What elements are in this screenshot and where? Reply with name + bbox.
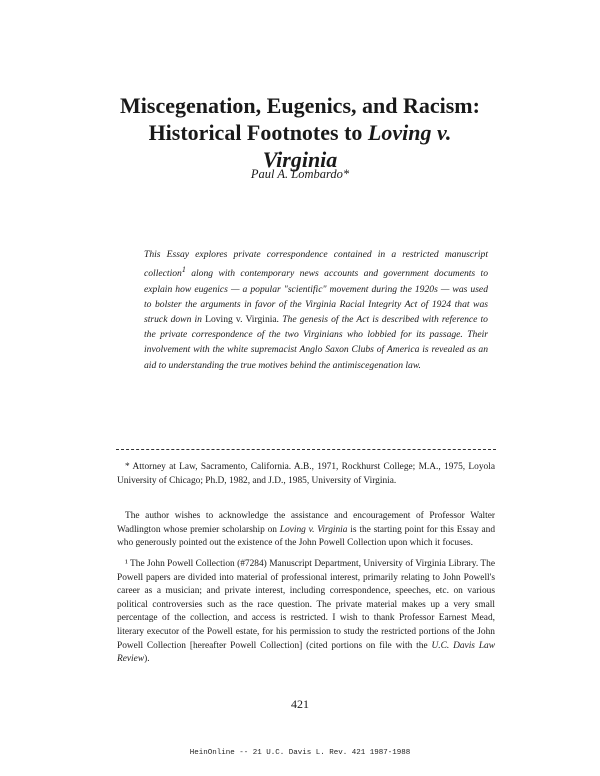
title-line-3: Virginia: [262, 147, 338, 172]
fn1-text-2: ).: [144, 654, 150, 665]
abstract-text-1: This Essay explores private correspondence contained in a restricted manuscript collection: [144, 249, 488, 280]
abstract-text-2: along with contemporary news accounts and government documents to explain how eugenics — a popular "scientific" movement during the 1920s — was used to bolster the arguments in favor of the Virginia Racial Integrity Act of 1924 that was struck down in: [144, 268, 488, 325]
title-line-2: Historical Footnotes to: [148, 120, 368, 145]
title-italic-case: Loving v.: [367, 120, 452, 145]
ack-text-2: is the starting point for this Essay and who generously pointed out the existence of the John Powell Collection upon which it focuses.: [117, 524, 496, 549]
title-line-1: Miscegenation, Eugenics, and Racism:: [120, 93, 480, 118]
footnote-divider: [116, 449, 496, 450]
author-name: Paul A. Lombardo*: [250, 167, 350, 181]
ack-case-name: Loving v. Virginia: [279, 524, 348, 535]
abstract-case-name: Loving v. Virginia: [205, 314, 277, 325]
abstract: [144, 247, 488, 373]
abstract-text-3: . The genesis of the Act is described with reference to the private correspondence of the two Virginians who lobbied for its passage. Their involvement with the white supremacist Anglo Saxon Clubs of America is revealed as an aid to understanding the true motives behind the antimiscegenation law.: [144, 314, 488, 371]
ack-text-1: The author wishes to acknowledge the assistance and encouragement of Professor Walter Wadlington whose premier scholarship on: [117, 511, 495, 535]
fn1-journal-name: U.C. Davis Law Review: [117, 640, 495, 665]
article-title: [90, 92, 510, 173]
footnote-1: [117, 558, 495, 667]
footnote-ref-1: 1: [181, 265, 186, 275]
page-number: 421: [291, 697, 309, 711]
heinonline-footer: HeinOnline -- 21 U.C. Davis L. Rev. 421 1987-1988: [189, 749, 411, 757]
footnote-star: * Attorney at Law, Sacramento, California. A.B., 1971, Rockhurst College; M.A., 1975, Loyola University of Chicago; Ph.D, 1982, and J.D., 1985, University of Virginia.: [117, 462, 495, 486]
acknowledgement: [117, 510, 495, 551]
fn1-text-1: ¹ The John Powell Collection (#7284) Manuscript Department, University of Virginia Library. The Powell papers are divided into material of professional interest, primarily relating to John Powell's career as a musician; and private interest, including correspondence, speeches, etc. on various political controversies such as the race question. The private material makes up a very small percentage of the collection, and access is restricted. I wish to thank Professor Earnest Mead, literary executor of the Powell estate, for his permission to study the restricted portions of the John Powell Collection [hereafter Powell Collection] (cited portions on file with the: [117, 559, 495, 651]
